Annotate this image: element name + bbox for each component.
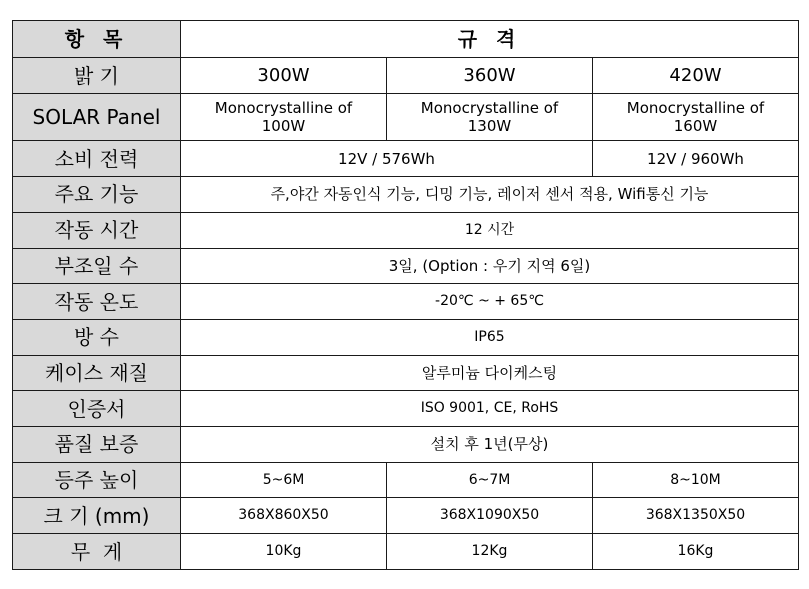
table-row [13, 319, 799, 355]
row-label: 주요 기능 [13, 177, 181, 213]
table-cell: 368X1090X50 [387, 498, 593, 534]
row-label: 인증서 [13, 391, 181, 427]
table-cell: 8~10M [593, 462, 799, 498]
table-row [13, 94, 799, 141]
table-row [13, 462, 799, 498]
row-label: 소비 전력 [13, 141, 181, 177]
table-cell: IP65 [181, 319, 799, 355]
table-cell: 6~7M [387, 462, 593, 498]
table-cell: 368X1350X50 [593, 498, 799, 534]
table-cell: 360W [387, 57, 593, 94]
row-label: 무 게 [13, 534, 181, 570]
row-label: 등주 높이 [13, 462, 181, 498]
table-row [13, 141, 799, 177]
row-label: 품질 보증 [13, 427, 181, 463]
table-cell: 12V / 576Wh [181, 141, 593, 177]
table-header-row [13, 21, 799, 58]
table-row [13, 427, 799, 463]
header-item: 항 목 [13, 21, 181, 58]
table-cell: Monocrystalline of 160W [593, 94, 799, 141]
row-label: 작동 온도 [13, 284, 181, 320]
table-cell: Monocrystalline of 100W [181, 94, 387, 141]
table-cell: -20℃ ~ + 65℃ [181, 284, 799, 320]
table-cell: 12V / 960Wh [593, 141, 799, 177]
table-row [13, 248, 799, 284]
table-cell: 16Kg [593, 534, 799, 570]
table-cell: 알루미늄 다이케스팅 [181, 355, 799, 391]
row-label: 방 수 [13, 319, 181, 355]
table-cell: 설치 후 1년(무상) [181, 427, 799, 463]
row-label: 밝 기 [13, 57, 181, 94]
row-label: 케이스 재질 [13, 355, 181, 391]
table-row [13, 284, 799, 320]
row-label: 부조일 수 [13, 248, 181, 284]
table-row [13, 177, 799, 213]
table-row [13, 498, 799, 534]
row-label: 크 기 (mm) [13, 498, 181, 534]
table-cell: ISO 9001, CE, RoHS [181, 391, 799, 427]
table-row [13, 57, 799, 94]
table-cell: 420W [593, 57, 799, 94]
table-row [13, 212, 799, 248]
table-cell: 300W [181, 57, 387, 94]
table-cell: 12 시간 [181, 212, 799, 248]
row-label: SOLAR Panel [13, 94, 181, 141]
table-row [13, 391, 799, 427]
row-label: 작동 시간 [13, 212, 181, 248]
spec-table [12, 20, 799, 570]
table-row [13, 534, 799, 570]
table-cell: 주,야간 자동인식 기능, 디밍 기능, 레이저 센서 적용, Wifi통신 기능 [181, 177, 799, 213]
table-cell: 10Kg [181, 534, 387, 570]
table-cell: 368X860X50 [181, 498, 387, 534]
table-cell: Monocrystalline of 130W [387, 94, 593, 141]
header-spec: 규 격 [181, 21, 799, 58]
table-cell: 12Kg [387, 534, 593, 570]
table-cell: 3일, (Option : 우기 지역 6일) [181, 248, 799, 284]
table-row [13, 355, 799, 391]
table-cell: 5~6M [181, 462, 387, 498]
